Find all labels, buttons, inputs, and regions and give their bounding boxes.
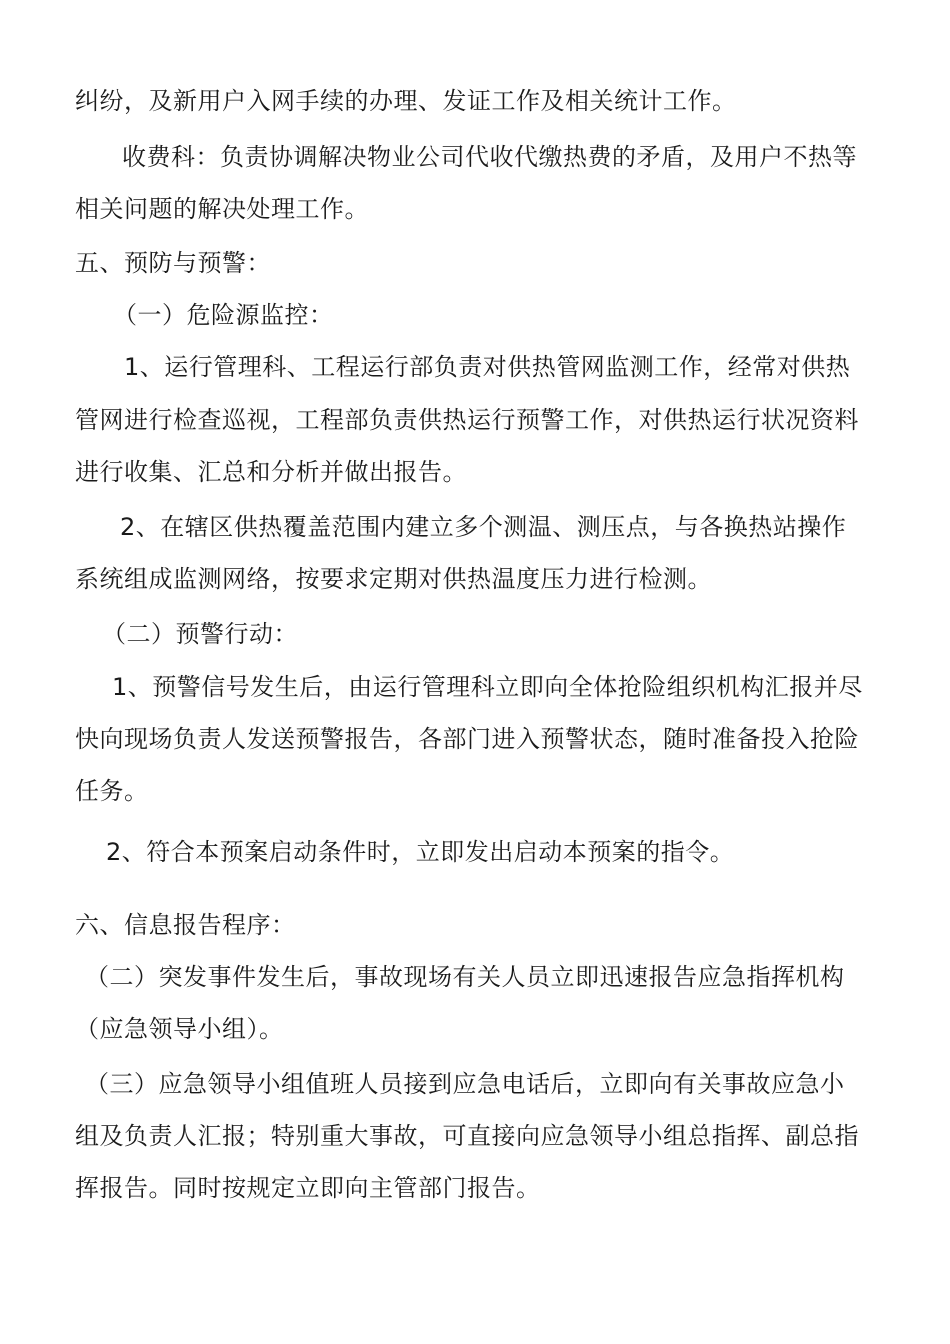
- text-line-17: （二）突发事件发生后，事故现场有关人员立即迅速报告应急指挥机构: [85, 963, 845, 991]
- text-line-20: 组及负责人汇报；特别重大事故，可直接向应急领导小组总指挥、副总指: [75, 1122, 859, 1150]
- text-line-7: 管网进行检查巡视，工程部负责供热运行预警工作，对供热运行状况资料: [75, 406, 859, 434]
- text-line-18: （应急领导小组）。: [75, 1015, 284, 1043]
- subsection-heading-1: （一）危险源监控：: [113, 301, 334, 329]
- text-line-19: （三）应急领导小组值班人员接到应急电话后，立即向有关事故应急小: [85, 1070, 845, 1098]
- text-line-8: 进行收集、汇总和分析并做出报告。: [75, 458, 467, 486]
- text-line-15: 2、符合本预案启动条件时，立即发出启动本预案的指令。: [106, 838, 735, 866]
- section-heading-6: 六、信息报告程序：: [75, 911, 296, 939]
- text-line-10: 系统组成监测网络，按要求定期对供热温度压力进行检测。: [75, 565, 712, 593]
- text-line-3: 相关问题的解决处理工作。: [75, 195, 369, 223]
- text-line-9: 2、在辖区供热覆盖范围内建立多个测温、测压点，与各换热站操作: [120, 513, 847, 541]
- text-line-12: 1、预警信号发生后，由运行管理科立即向全体抢险组织机构汇报并尽: [112, 673, 863, 701]
- text-line-14: 任务。: [75, 777, 149, 805]
- text-line-1: 纠纷，及新用户入网手续的办理、发证工作及相关统计工作。: [75, 87, 737, 115]
- text-line-21: 挥报告。同时按规定立即向主管部门报告。: [75, 1174, 541, 1202]
- text-line-6: 1、运行管理科、工程运行部负责对供热管网监测工作，经常对供热: [124, 353, 851, 381]
- text-line-13: 快向现场负责人发送预警报告，各部门进入预警状态，随时准备投入抢险: [75, 725, 859, 753]
- section-heading-5: 五、预防与预警：: [75, 249, 271, 277]
- subsection-heading-2: （二）预警行动：: [102, 620, 298, 648]
- text-line-2: 收费科：负责协调解决物业公司代收代缴热费的矛盾，及用户不热等: [122, 143, 857, 171]
